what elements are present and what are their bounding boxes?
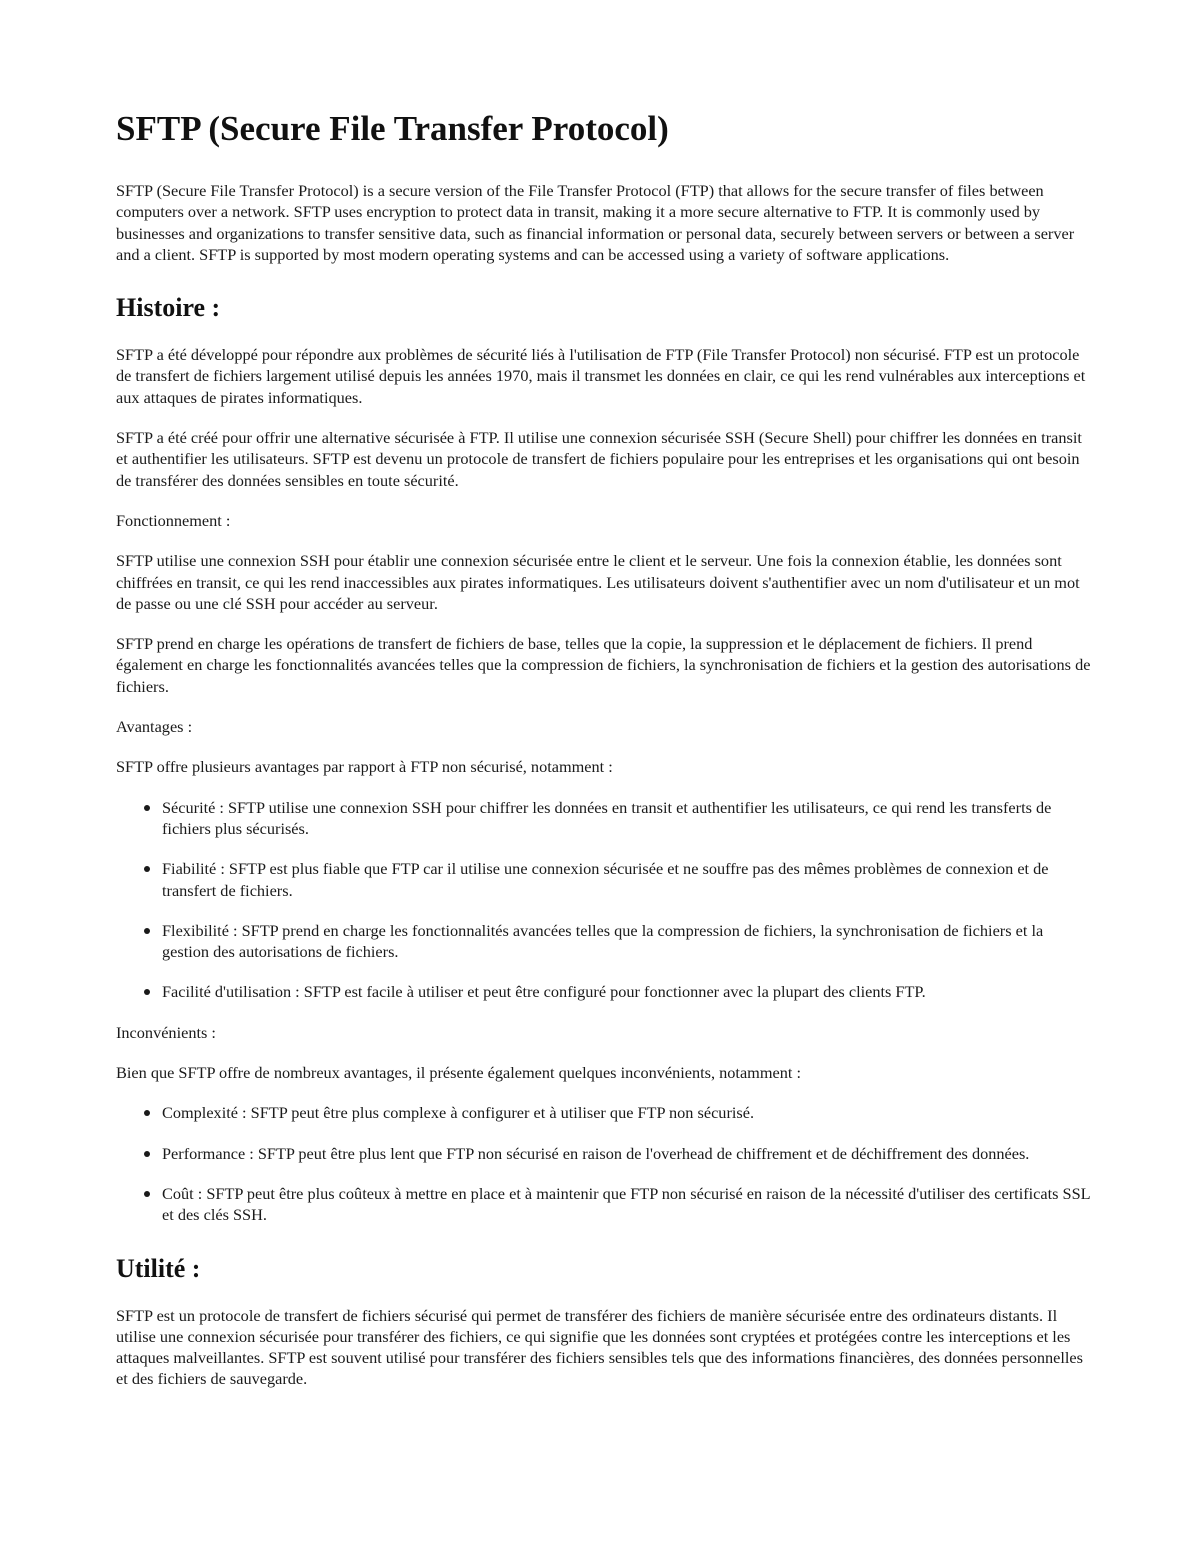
utilite-paragraph: SFTP est un protocole de transfert de fichiers sécurisé qui permet de transférer des fichiers de manière sécurisée entre des ordinateurs distants. Il utilise une connexion sécurisée pour transférer des fichiers, ce qui signifie que les données sont cryptées et protégées contre les interceptions et les attaques malveillantes. SFTP est souvent utilisé pour transférer des fichiers sensibles tels que des informations financières, des données personnelles et des fichiers de sauvegarde. (116, 1305, 1083, 1389)
histoire-paragraph-2: SFTP a été créé pour offrir une alternative sécurisée à FTP. Il utilise une connexion sécurisée SSH (Secure Shell) pour chiffrer les données en transit et authentifier les utilisateurs. SFTP est devenu un protocole de transfert de fichiers populaire pour les entreprises et les organisations qui ont besoin de transférer des données sensibles en toute sécurité. (116, 428, 1082, 490)
list-item: Sécurité : SFTP utilise une connexion SSH pour chiffrer les données en transit et authentifier les utilisateurs, ce qui rend les transferts de fichiers plus sécurisés. (162, 797, 1094, 840)
list-item: Fiabilité : SFTP est plus fiable que FTP car il utilise une connexion sécurisée et ne souffre pas des mêmes problèmes de connexion et de transfert de fichiers. (162, 858, 1094, 901)
list-item: Complexité : SFTP peut être plus complexe à configurer et à utiliser que FTP non sécurisé. (162, 1102, 1094, 1123)
avantages-intro: SFTP offre plusieurs avantages par rapport à FTP non sécurisé, notamment : (116, 757, 613, 777)
inconvenients-list (116, 1102, 1094, 1225)
fonctionnement-paragraph-2: SFTP prend en charge les opérations de transfert de fichiers de base, telles que la copie, la suppression et le déplacement de fichiers. Il prend également en charge les fonctionnalités avancées telles que la compression de fichiers, la synchronisation de fichiers et la gestion des autorisations de fichiers. (116, 634, 1091, 696)
list-item: Performance : SFTP peut être plus lent que FTP non sécurisé en raison de l'overhead de chiffrement et de déchiffrement des données. (162, 1143, 1094, 1164)
list-item: Flexibilité : SFTP prend en charge les fonctionnalités avancées telles que la compression de fichiers, la synchronisation de fichiers et la gestion des autorisations de fichiers. (162, 920, 1094, 963)
list-item: Coût : SFTP peut être plus coûteux à mettre en place et à maintenir que FTP non sécurisé en raison de la nécessité d'utiliser des certificats SSL et des clés SSH. (162, 1183, 1094, 1226)
document-page (116, 104, 1094, 1409)
list-item: Facilité d'utilisation : SFTP est facile à utiliser et peut être configuré pour fonctionner avec la plupart des clients FTP. (162, 981, 1094, 1002)
section-heading-histoire: Histoire : (116, 293, 221, 323)
avantages-list (116, 797, 1094, 1003)
document-title: SFTP (Secure File Transfer Protocol) (116, 109, 669, 148)
avantages-label: Avantages : (116, 717, 193, 737)
inconvenients-intro: Bien que SFTP offre de nombreux avantages, il présente également quelques inconvénients, notamment : (116, 1063, 801, 1083)
fonctionnement-label: Fonctionnement : (116, 510, 231, 530)
fonctionnement-paragraph-1: SFTP utilise une connexion SSH pour établir une connexion sécurisée entre le client et le serveur. Une fois la connexion établie, les données sont chiffrées en transit, ce qui les rend inaccessibles aux pirates informatiques. Les utilisateurs doivent s'authentifier avec un nom d'utilisateur et un mot de passe ou une clé SSH pour accéder au serveur. (116, 551, 1080, 613)
intro-paragraph: SFTP (Secure File Transfer Protocol) is a secure version of the File Transfer Protocol (FTP) that allows for the secure transfer of files between computers over a network. SFTP uses encryption to protect data in transit, making it a more secure alternative to FTP. It is commonly used by businesses and organizations to transfer sensitive data, such as financial information or personal data, securely between servers or between a server and a client. SFTP is supported by most modern operating systems and can be accessed using a variety of software applications. (116, 181, 1075, 264)
section-heading-utilite: Utilité : (116, 1253, 201, 1283)
inconvenients-label: Inconvénients : (116, 1022, 216, 1042)
histoire-paragraph-1: SFTP a été développé pour répondre aux problèmes de sécurité liés à l'utilisation de FTP (File Transfer Protocol) non sécurisé. FTP est un protocole de transfert de fichiers largement utilisé depuis les années 1970, mais il transmet les données en clair, ce qui les rend vulnérables aux interceptions et aux attaques de pirates informatiques. (116, 345, 1086, 407)
